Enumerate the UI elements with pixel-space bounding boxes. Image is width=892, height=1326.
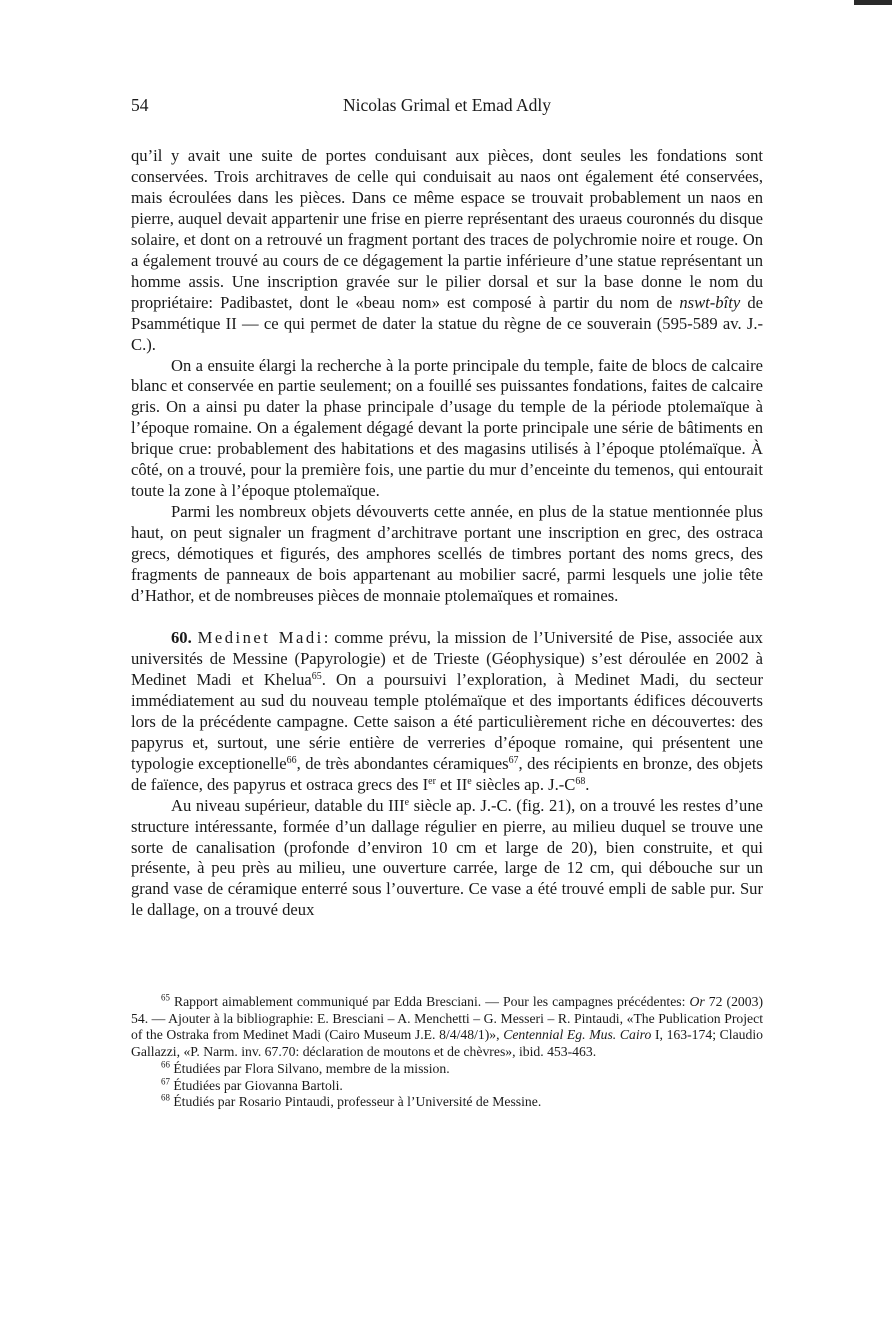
footnote-ref-68: 68 (575, 775, 586, 787)
page-edge-mark (854, 0, 892, 5)
section-60-paragraph: 60. Medinet Madi: comme prévu, la mission de l’Université de Pise, associée aux universités de Messine (Papyrologie) et de Trieste (Géophysique) s’est déroulée en 2002 à Medinet Madi et Khelua$^{65}$. On a poursuivi l’exploration, à Medinet Madi, du secteur immédiatement au sud du nouveau temple ptolémaïque et des importants édifices découverts lors de la précédente campagne. Cette saison a été particulièrement riche en découvertes: des papyrus et, surtout, une série entière de verreries d’époque romaine, qui présentent une typologie exceptionelle$^{66}$, de très abondantes céramiques$^{67}$, des récipients en bronze, des objets de faïence, des papyrus et ostraca grecs des Ier et IIe siècles ap. $J.-C^{68}$. (131, 627, 764, 794)
superscript-e: e (467, 775, 472, 787)
paragraph-1: qu’il y avait une suite de portes conduisant aux pièces, dont seules les fondations sont conservées. Trois architraves de celle qui conduisait au naos ont également été conservées, mais écroulées dans les pièces. Dans ce même espace se trouvait probablement un naos en pierre, auquel devait appartenir une frise en pierre représentant des uraeus couronnés du disque solaire, et dont on a retrouvé un fragment portant des traces de polychromie noire et rouge. On a également trouvé au cours de ce dégagement la partie inférieure d’une statue représentant un homme assis. Une inscription gravée sur le pilier dorsal et sur la base donne le nom du propriétaire: Padibastet, dont le «beau nom» est composé à partir du nom de nswt-bîty de Psammétique II — ce qui permet de dater la statue du règne de ce souverain (595-589 av. J.-C.). (131, 146, 763, 354)
footnote-68: $^{68}$ Étudiés par Rosario Pintaudi, professeur à l’Université de Messine. (161, 1092, 542, 1110)
superscript-e: e (404, 796, 410, 808)
paragraph-5: Au niveau supérieur, datable du IIIe siècle ap. J.-C. (fig. 21), on a trouvé les restes d’une structure intéressante, formée d’un dallage régulier en pierre, au milieu duquel se trouve une sorte de canalisation (profonde d’environ 10 cm et large de 20), bien construite, et qui présente, à peu près au milieu, une ouverture carrée, large de 12 cm, qui débouche sur un grand vase de céramique enterré sous l’ouverture. Ce vase a été trouvé empli de sable pur. Sur le dallage, on a trouvé deux (131, 795, 763, 920)
running-header (131, 95, 763, 119)
footnote-ref-65: 65 (311, 670, 322, 682)
page-number: 54 (131, 95, 149, 115)
italic-term: nswt-bîty (679, 292, 741, 312)
footnote-ref-66: 66 (286, 754, 297, 766)
body-text (131, 146, 763, 921)
footnote-ref-67: 67 (508, 754, 519, 766)
footnotes (131, 994, 763, 1111)
footnote-67: $^{67}$ Étudiées par Giovanna Bartoli. (161, 1076, 343, 1093)
paragraph-3: Parmi les nombreux objets dévouverts cette année, en plus de la statue mentionnée plus haut, on peut signaler un fragment d’architrave portant une inscription en grec, des ostraca grecs, démotiques et figurés, des amphores scellés de timbres portant des noms grecs, des fragments de panneaux de bois appartenant au mobilier sacré, parmi lesquels une jolie tête d’Hathor, et de nombreuses pièces de monnaie ptolemaïques et romaines. (131, 502, 763, 606)
footnote-65: $^{65}$ Rapport aimablement communiqué par Edda Bresciani. — Pour les campagnes précédentes: Or 72 (2003) 54. — Ajouter à la bibliographie: E. Bresciani – A. Menchetti – G. Messeri – R. Pintaudi, «The Publication Project of the Ostraka from Medinet Madi (Cairo Museum J.E. 8/4/48/1)», Centennial Eg. Mus. Cairo I, 163-174; Claudio Gallazzi, «P. Narm. inv. 67.70: déclaration de moutons et de chèvres», ibid. 453-463. (131, 992, 764, 1060)
footnote-66: $^{66}$ Étudiées par Flora Silvano, membre de la mission. (161, 1059, 450, 1076)
superscript-er: er (428, 775, 436, 787)
section-place-name: Medinet Madi (197, 627, 324, 647)
paragraph-2: On a ensuite élargi la recherche à la porte principale du temple, faite de blocs de calcaire blanc et conservée en partie seulement; on a fouillé ses puissantes fondations, faites de calcaire gris. On a ainsi pu dater la phase principale d’usage du temple de la période ptolemaïque à l’époque romaine. On a également dégagé devant la porte principale une série de bâtiments en brique crue: probablement des habitations et des magasins utilisés à l’époque ptolémaïque. À côté, on a trouvé, pour la première fois, une partie du mur d’enceinte du temenos, qui entourait toute la zone à l’époque ptolemaïque. (131, 355, 763, 501)
running-title: Nicolas Grimal et Emad Adly (342, 95, 551, 115)
section-number: 60. (171, 627, 192, 647)
